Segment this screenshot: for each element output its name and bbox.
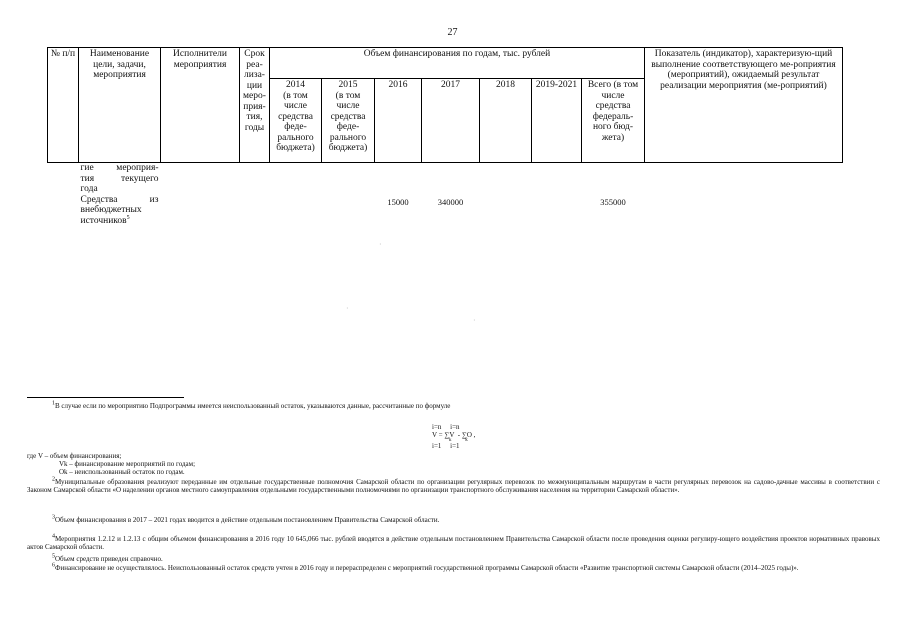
offbudget-cell: Средства из внебюджетных источников$^5$ (80, 194, 159, 226)
footnote-rule (27, 397, 184, 398)
continued-cell: гие мероприя- тия текущего года (80, 163, 159, 194)
header-2016: 2016 (375, 79, 422, 163)
formula-legend-vk: Vk – финансирование мероприятий по годам; (59, 460, 196, 468)
header-2017: 2017 (422, 79, 480, 163)
footnote-1: $^1$В случае если по мероприятию Подпрограммы имеется неиспользованный остаток, указываются данные, рассчитанные по формуле (52, 400, 451, 410)
scan-speck: · (473, 316, 476, 325)
value-2016: 15000 (387, 196, 409, 207)
formula-legend-ok: Ok – неиспользованный остаток по годам. (59, 468, 185, 476)
formula: i=n i=n V = ∑V - ∑O , k k i=1 i=1 (432, 423, 476, 450)
value-total: 355000 (600, 196, 626, 207)
header-term: Срок реа-лиза-ции меро-прия-тия, годы (240, 48, 270, 163)
header-executors: Исполнители мероприятия (161, 48, 240, 163)
header-2015: 2015 (в том числе средства феде-рального бюджета) (322, 79, 375, 163)
scan-speck: · (379, 240, 382, 249)
header-2019-2021: 2019-2021 (532, 79, 582, 163)
scan-speck: · (346, 304, 349, 313)
header-no: № п/п (48, 48, 79, 163)
header-name: Наименование цели, задачи, мероприятия (79, 48, 161, 163)
value-2017: 340000 (437, 196, 464, 207)
footnote-2: $^2$Муниципальные образования реализуют переданные им отдельные государственные полномочия Самарской области по организации регулярных перевозок по межмуниципальным маршрутам в части регулярных перевозок на садово-дачные массивы в соответствии с Законом Самарской области «О наделении органов местного самоуправления отдельными государственными полномочиями по организации транспортного обслуживания населения на территории Самарской области». (27, 476, 880, 494)
footnote-4: $^4$Мероприятия 1.2.12 и 1.2.13 с общим объемом финансирования в 2016 году 10 645,066 тыс. рублей вводятся в действие отдельным постановлением Правительства Самарской области после проведения оценки регулиру-ющего воздействия проектов нормативных правовых актов Самарской области. (27, 533, 880, 551)
header-indicator: Показатель (индикатор), характеризую-щий выполнение соответствующего ме-роприятия (мероприятий), ожидаемый результат реализации мероприятия (ме-роприятий) (645, 48, 843, 163)
footnote-6: $^6$Финансирование не осуществлялось. Неиспользованный остаток средств учтен в 2016 году и перераспределен с мероприятий государственной программы Самарской области «Развитие транспортной системы Самарской области (2014–2025 годы)». (52, 562, 799, 572)
header-funding: Объем финансирования по годам, тыс. рублей (270, 48, 645, 79)
page-number: 27 (447, 27, 458, 38)
header-2014: 2014 (в том числе средства феде-рального бюджета) (270, 79, 322, 163)
header-total: Всего (в том числе средства федераль-ного бюд-жета) (582, 79, 645, 163)
header-2018: 2018 (480, 79, 532, 163)
financing-table (47, 47, 843, 226)
footnote-3: $^3$Объем финансирования в 2017 – 2021 годах вводится в действие отдельным постановлением Правительства Самарской области. (52, 514, 440, 524)
footnote-5: $^5$Объем средств приведен справочно. (52, 553, 163, 563)
formula-legend-v: где V – объем финансирования; (27, 452, 122, 460)
